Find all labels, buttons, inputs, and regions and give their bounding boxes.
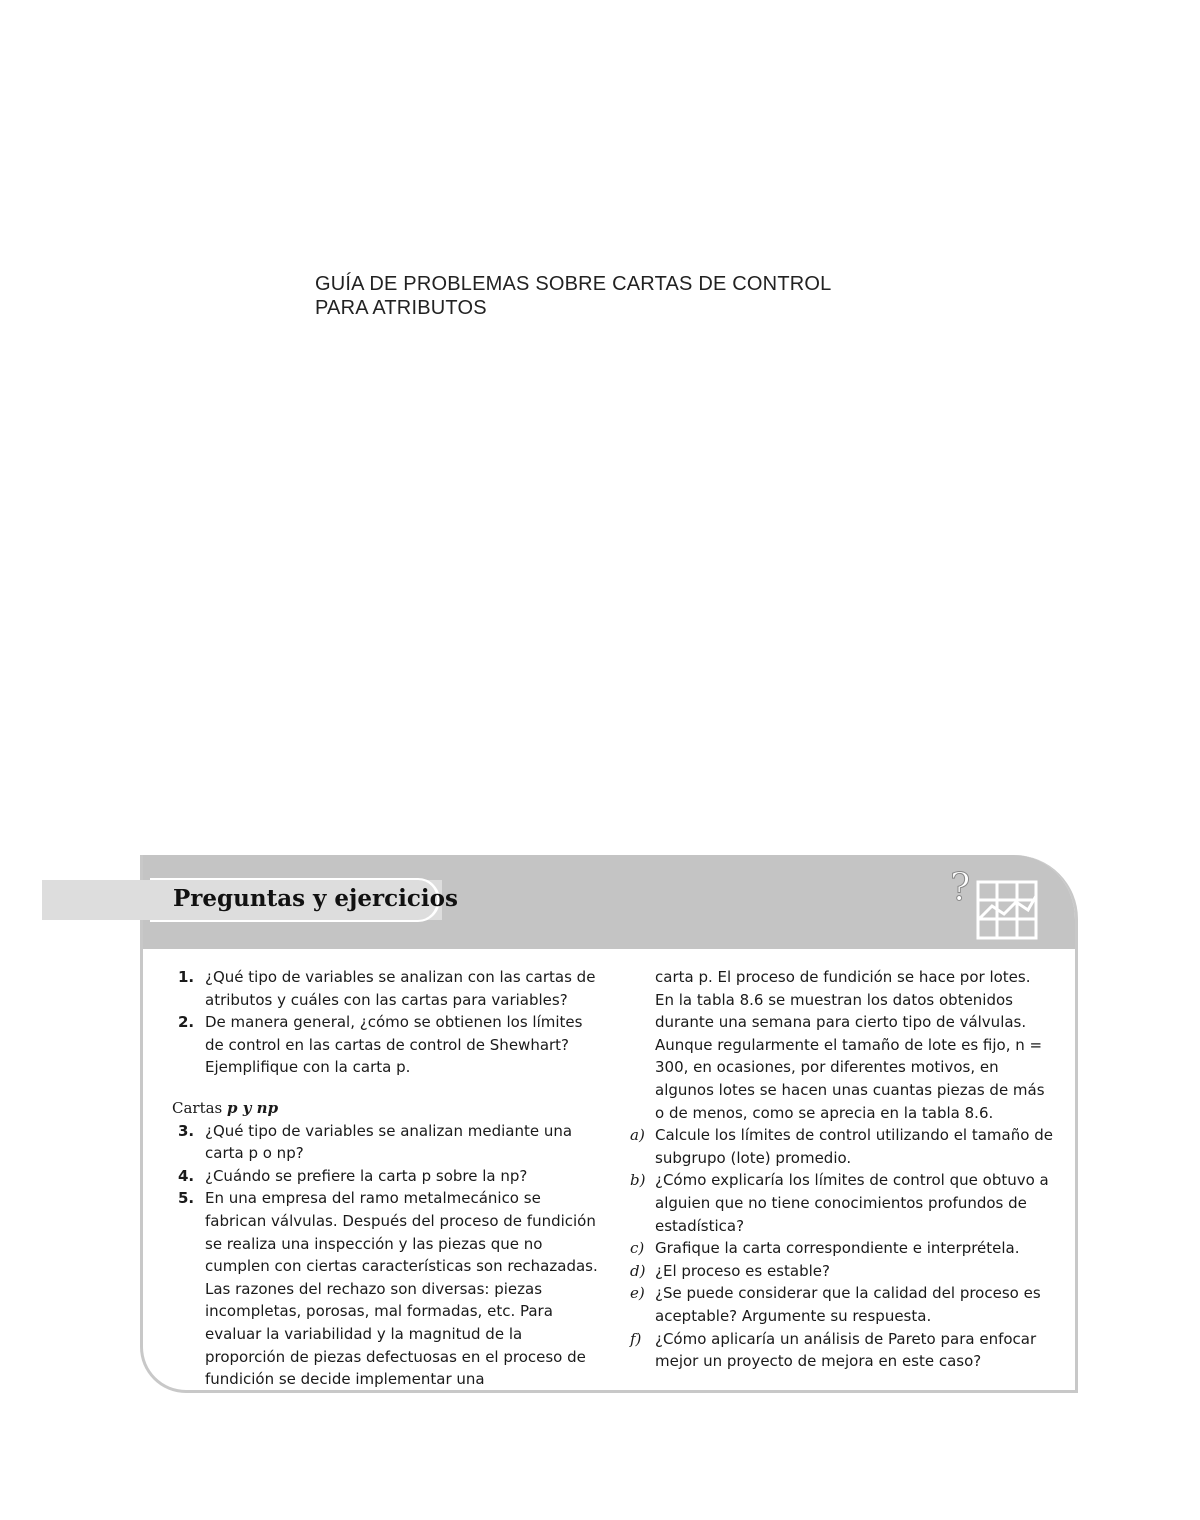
question-5-continuation: carta p. El proceso de fundición se hace por lotes. En la tabla 8.6 se muestran los datos obtenidos durante una semana para cierto tipo de válvulas. Aunque regularmente el tamaño de lote es fijo, n = 300, en ocasiones, por diferentes motivos, en algunos lotes se hacen unas cuantas piezas de más o de menos, como se aprecia en la tabla 8.6. (655, 968, 1045, 1122)
question-marker: 3. (178, 1121, 195, 1140)
svg-text:?: ? (950, 866, 971, 909)
subquestion-item (628, 1237, 1053, 1260)
page-title (315, 272, 955, 320)
subquestion-marker: b) (630, 1171, 646, 1190)
question-marker: 4. (178, 1166, 195, 1185)
right-column (628, 966, 1053, 1373)
section-title: Preguntas y ejercicios (173, 885, 458, 912)
question-text: De manera general, ¿cómo se obtienen los límites de control en las cartas de control de Shewhart? Ejemplifique con la carta p. (205, 1013, 583, 1077)
subquestion-marker: d) (630, 1261, 646, 1280)
question-marker: 1. (178, 968, 195, 986)
subquestion-item (628, 1124, 1053, 1169)
subquestion-text: Grafique la carta correspondiente e interprételа. (655, 1239, 1020, 1258)
question-item (172, 1120, 602, 1165)
subquestion-item (628, 1169, 1053, 1237)
question-item (172, 1187, 602, 1390)
subquestion-marker: c) (630, 1239, 645, 1258)
question-marker: 5. (178, 1189, 195, 1208)
question-text: ¿Cuándo se prefiere la carta p sobre la np? (205, 1166, 528, 1185)
question-text: ¿Qué tipo de variables se analizan con las cartas de atributos y cuáles con las cartas para variables? (205, 968, 596, 1009)
pnp-questions (172, 1120, 602, 1391)
subquestion-text: ¿El proceso es estable? (655, 1261, 830, 1280)
subquestion-item (628, 1328, 1053, 1373)
subquestion-text: ¿Cómo aplicaría un análisis de Pareto para enfocar mejor un proyecto de mejora en este caso? (655, 1329, 1037, 1371)
subquestion-item (628, 1260, 1053, 1283)
page-title-line-1: GUÍA DE PROBLEMAS SOBRE CARTAS DE CONTROL (315, 273, 832, 295)
question-marker: 2. (178, 1013, 195, 1032)
subquestion-marker: a) (630, 1126, 645, 1145)
subquestions-list (628, 1124, 1053, 1373)
question-text: ¿Qué tipo de variables se analizan mediante una carta p o np? (205, 1121, 573, 1163)
subquestion-marker: e) (630, 1284, 645, 1303)
question-item (172, 966, 602, 1011)
subsection-heading: Cartas p y np (172, 1098, 279, 1117)
subquestion-item (628, 1282, 1053, 1327)
question-chart-icon (940, 866, 1040, 942)
subquestion-text: ¿Se puede considerar que la calidad del proceso es aceptable? Argumente su respuesta. (655, 1284, 1041, 1325)
subquestion-text: Calcule los límites de control utilizando el tamaño de subgrupo (lote) promedio. (655, 1126, 1053, 1167)
question-text: En una empresa del ramo metalmecánico se fabrican válvulas. Después del proceso de fundición se realiza una inspección y las piezas que no cumplen con ciertas características son rechazadas. Las razones del rechazo son diversas: piezas incompletas, porosas, mal formadas, etc. Para evaluar la variabilidad y la magnitud de la proporción de piezas defectuosas en el proceso de fundición se decide implementar una (205, 1189, 598, 1389)
subquestion-marker: f) (630, 1329, 642, 1348)
page-title-line-2: PARA ATRIBUTOS (315, 297, 487, 319)
subquestion-text: ¿Cómo explicaría los límites de control que obtuvo a alguien que no tiene conocimientos profundos de estadística? (655, 1171, 1049, 1235)
left-column (172, 966, 602, 1391)
question-item (172, 1011, 602, 1079)
intro-questions (172, 966, 602, 1079)
question-item (172, 1165, 602, 1188)
